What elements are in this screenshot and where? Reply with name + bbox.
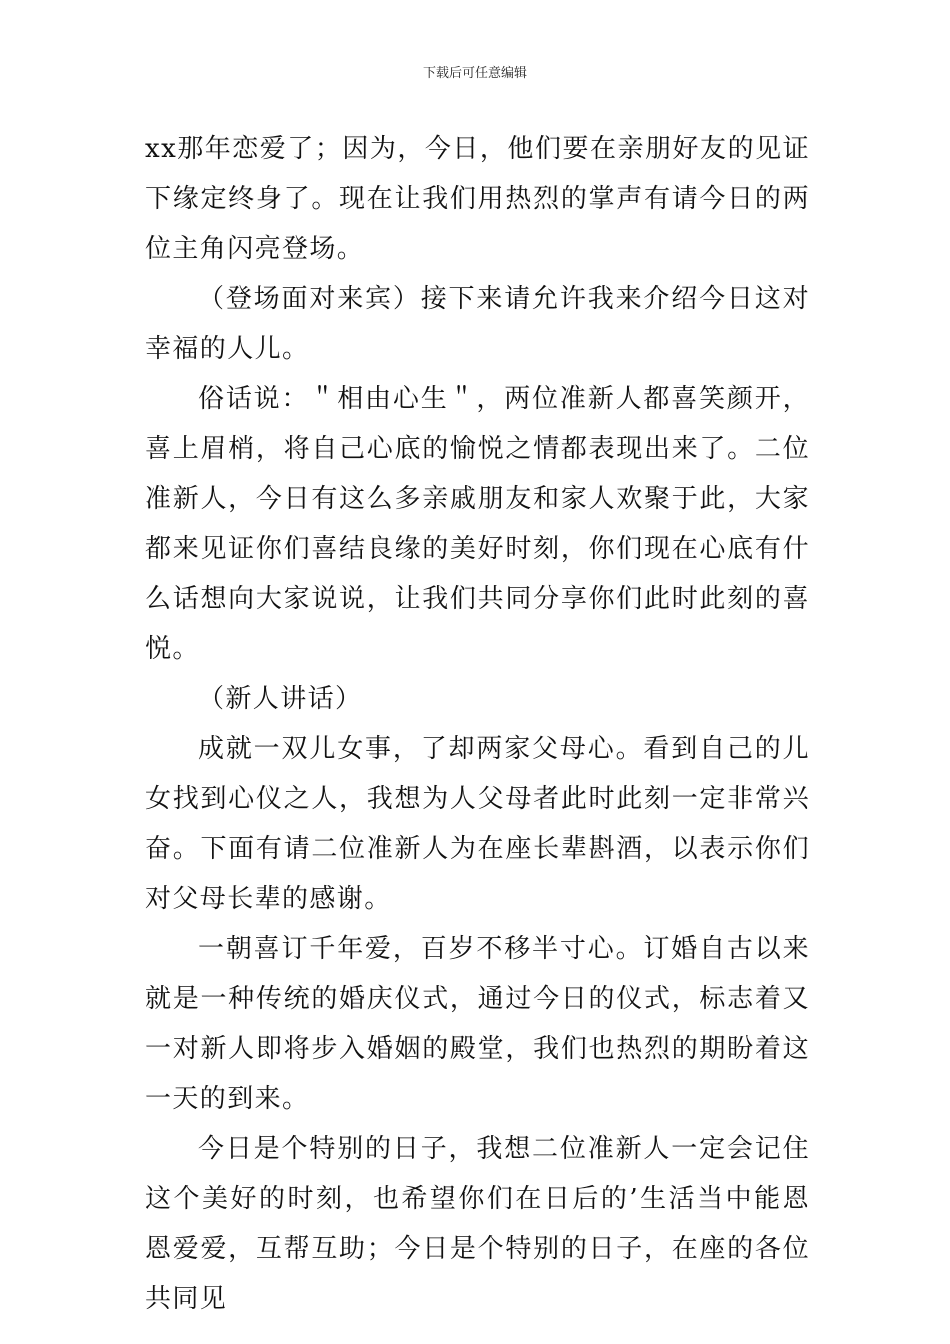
- page-header: 下载后可任意编辑: [422, 66, 527, 81]
- paragraph-2: （登场面对来宾）接下来请允许我来介绍今日这对幸福的人儿。: [145, 284, 810, 364]
- paragraph-7: 今日是个特别的日子，我想二位准新人一定会记住这个美好的时刻，也希望你们在日后的’生活当中能恩恩爱爱，互帮互助；今日是个特别的日子，在座的各位共同见: [145, 1134, 810, 1314]
- document-body: [145, 124, 810, 1324]
- paragraph-6: 一朝喜订千年爱，百岁不移半寸心。订婚自古以来就是一种传统的婚庆仪式，通过今日的仪式，标志着又一对新人即将步入婚姻的殿堂，我们也热烈的期盼着这一天的到来。: [145, 934, 810, 1114]
- paragraph-3: 俗话说：＂相由心生＂，两位准新人都喜笑颜开，喜上眉梢，将自己心底的愉悦之情都表现出来了。二位准新人，今日有这么多亲戚朋友和家人欢聚于此，大家都来见证你们喜结良缘的美好时刻，你们现在心底有什么话想向大家说说，让我们共同分享你们此时此刻的喜悦。: [145, 384, 810, 664]
- paragraph-4: （新人讲话）: [198, 684, 363, 714]
- paragraph-5: 成就一双儿女事，了却两家父母心。看到自己的儿女找到心仪之人，我想为人父母者此时此刻一定非常兴奋。下面有请二位准新人为在座长辈斟酒，以表示你们对父母长辈的感谢。: [145, 734, 810, 914]
- paragraph-1: xx那年恋爱了；因为，今日，他们要在亲朋好友的见证下缘定终身了。现在让我们用热烈的掌声有请今日的两位主角闪亮登场。: [145, 134, 810, 264]
